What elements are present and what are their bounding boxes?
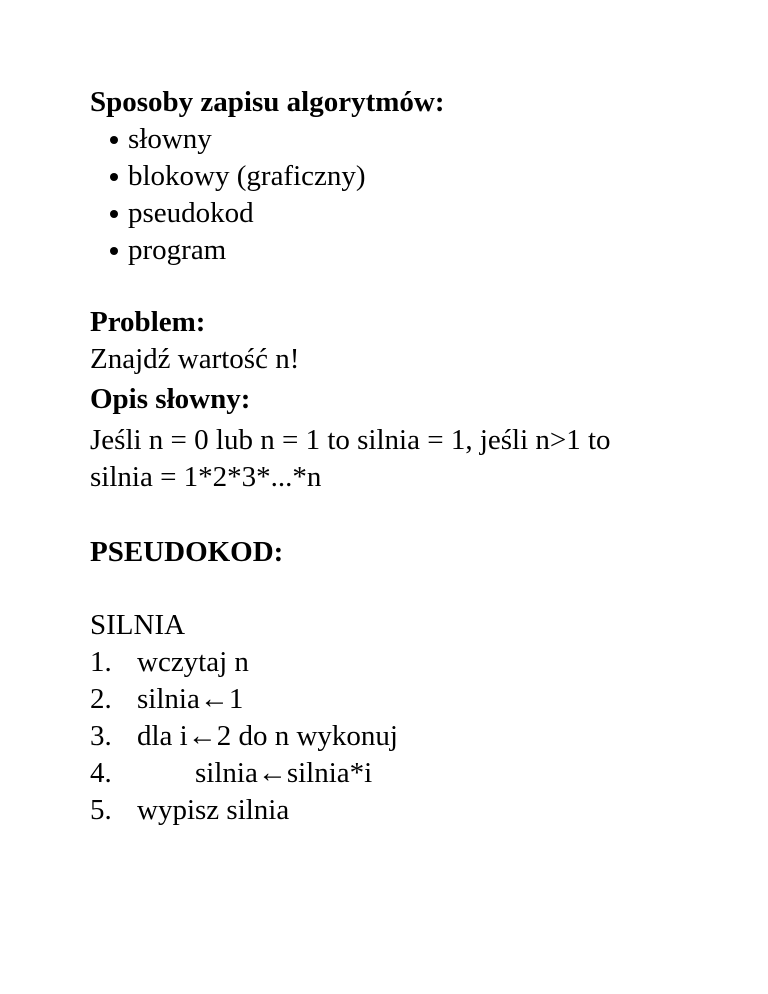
code-line — [90, 644, 740, 681]
step-number: 5. — [90, 794, 112, 826]
verbal-line-2: silnia = 1*2*3*...*n — [90, 461, 322, 493]
step-text: silnia←1 — [137, 683, 244, 715]
code-line — [90, 681, 740, 718]
bullet-icon — [110, 247, 118, 255]
bullet-icon — [110, 210, 118, 218]
problem-text: Znajdź wartość n! — [90, 343, 300, 375]
verbal-line-1: Jeśli n = 0 lub n = 1 to silnia = 1, jeśli n>1 to — [90, 424, 611, 456]
list-item-label: słowny — [128, 123, 212, 155]
list-item — [110, 158, 740, 195]
step-text: wczytaj n — [137, 646, 249, 678]
list-item — [110, 121, 740, 158]
list-item-label: pseudokod — [128, 197, 254, 229]
pseudocode-heading: PSEUDOKOD: — [90, 536, 284, 568]
list-item — [110, 195, 740, 232]
bullet-icon — [110, 136, 118, 144]
document-content — [90, 84, 740, 829]
list-item-label: blokowy (graficzny) — [128, 160, 366, 192]
list-item — [110, 232, 740, 269]
code-line — [90, 792, 740, 829]
step-text: silnia←silnia*i — [195, 757, 373, 789]
verbal-heading: Opis słowny: — [90, 383, 251, 415]
code-line — [90, 718, 740, 755]
bullet-icon — [110, 173, 118, 181]
step-number: 3. — [90, 720, 112, 752]
problem-heading: Problem: — [90, 306, 206, 338]
step-text: wypisz silnia — [137, 794, 290, 826]
pseudocode-title: SILNIA — [90, 609, 186, 641]
step-number: 2. — [90, 683, 112, 715]
step-number: 4. — [90, 757, 112, 789]
step-text: dla i←2 do n wykonuj — [137, 720, 398, 752]
code-line — [90, 755, 740, 792]
methods-list — [90, 121, 740, 269]
list-item-label: program — [128, 234, 227, 266]
methods-heading: Sposoby zapisu algorytmów: — [90, 86, 445, 118]
step-number: 1. — [90, 646, 112, 678]
